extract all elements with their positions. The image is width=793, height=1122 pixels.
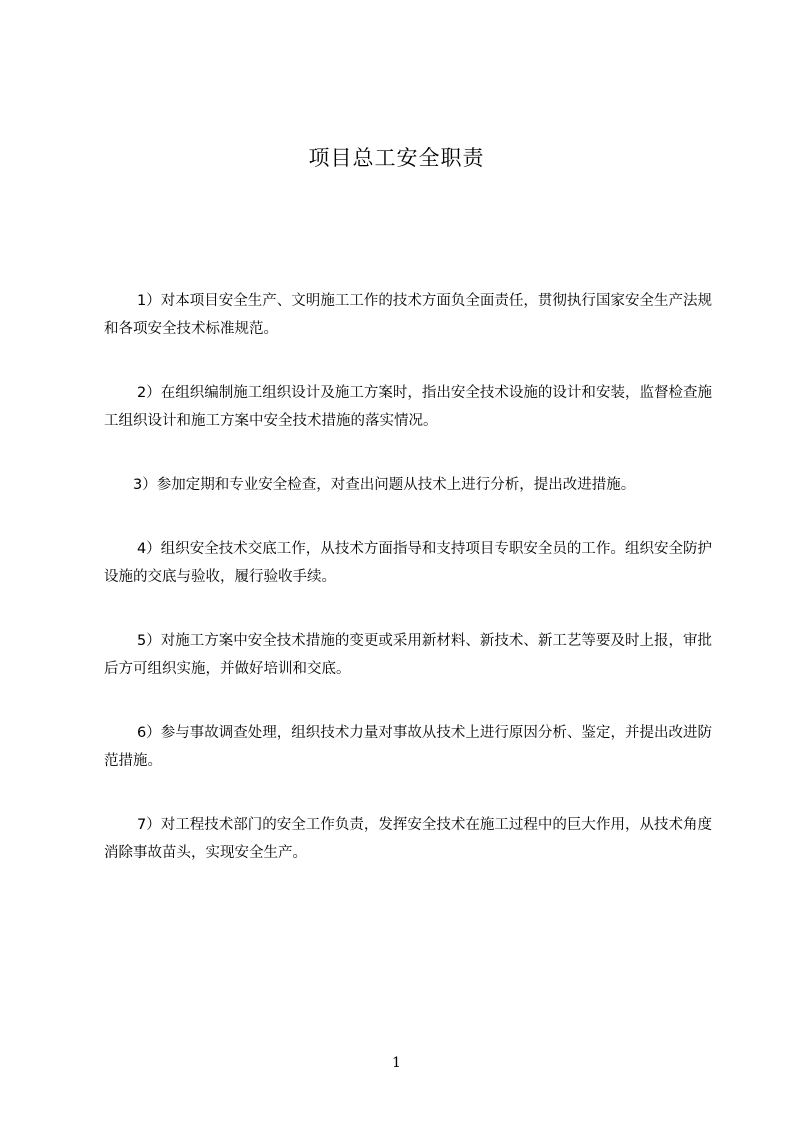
paragraph-7: 7）对工程技术部门的安全工作负责，发挥安全技术在施工过程中的巨大作用，从技术角度消除事故苗头，实现安全生产。: [104, 817, 712, 861]
paragraph-3: 3）参加定期和专业安全检查，对查出问题从技术上进行分析，提出改进措施。: [133, 477, 636, 493]
paragraph-6: 6）参与事故调查处理，组织技术力量对事故从技术上进行原因分析、鉴定，并提出改进防范措施。: [104, 725, 712, 769]
page-number: 1: [392, 1055, 401, 1071]
paragraph-1: 1）对本项目安全生产、文明施工工作的技术方面负全面责任，贯彻执行国家安全生产法规和各项安全技术标准规范。: [104, 293, 712, 337]
paragraph-2: 2）在组织编制施工组织设计及施工方案时，指出安全技术设施的设计和安装，监督检查施工组织设计和施工方案中安全技术措施的落实情况。: [104, 385, 712, 429]
paragraph-4: 4）组织安全技术交底工作，从技术方面指导和支持项目专职安全员的工作。组织安全防护设施的交底与验收，履行验收手续。: [104, 541, 712, 585]
paragraph-5: 5）对施工方案中安全技术措施的变更或采用新材料、新技术、新工艺等要及时上报，审批后方可组织实施，并做好培训和交底。: [104, 633, 712, 677]
document-body: [104, 287, 712, 903]
document-title: 项目总工安全职责: [308, 146, 485, 170]
